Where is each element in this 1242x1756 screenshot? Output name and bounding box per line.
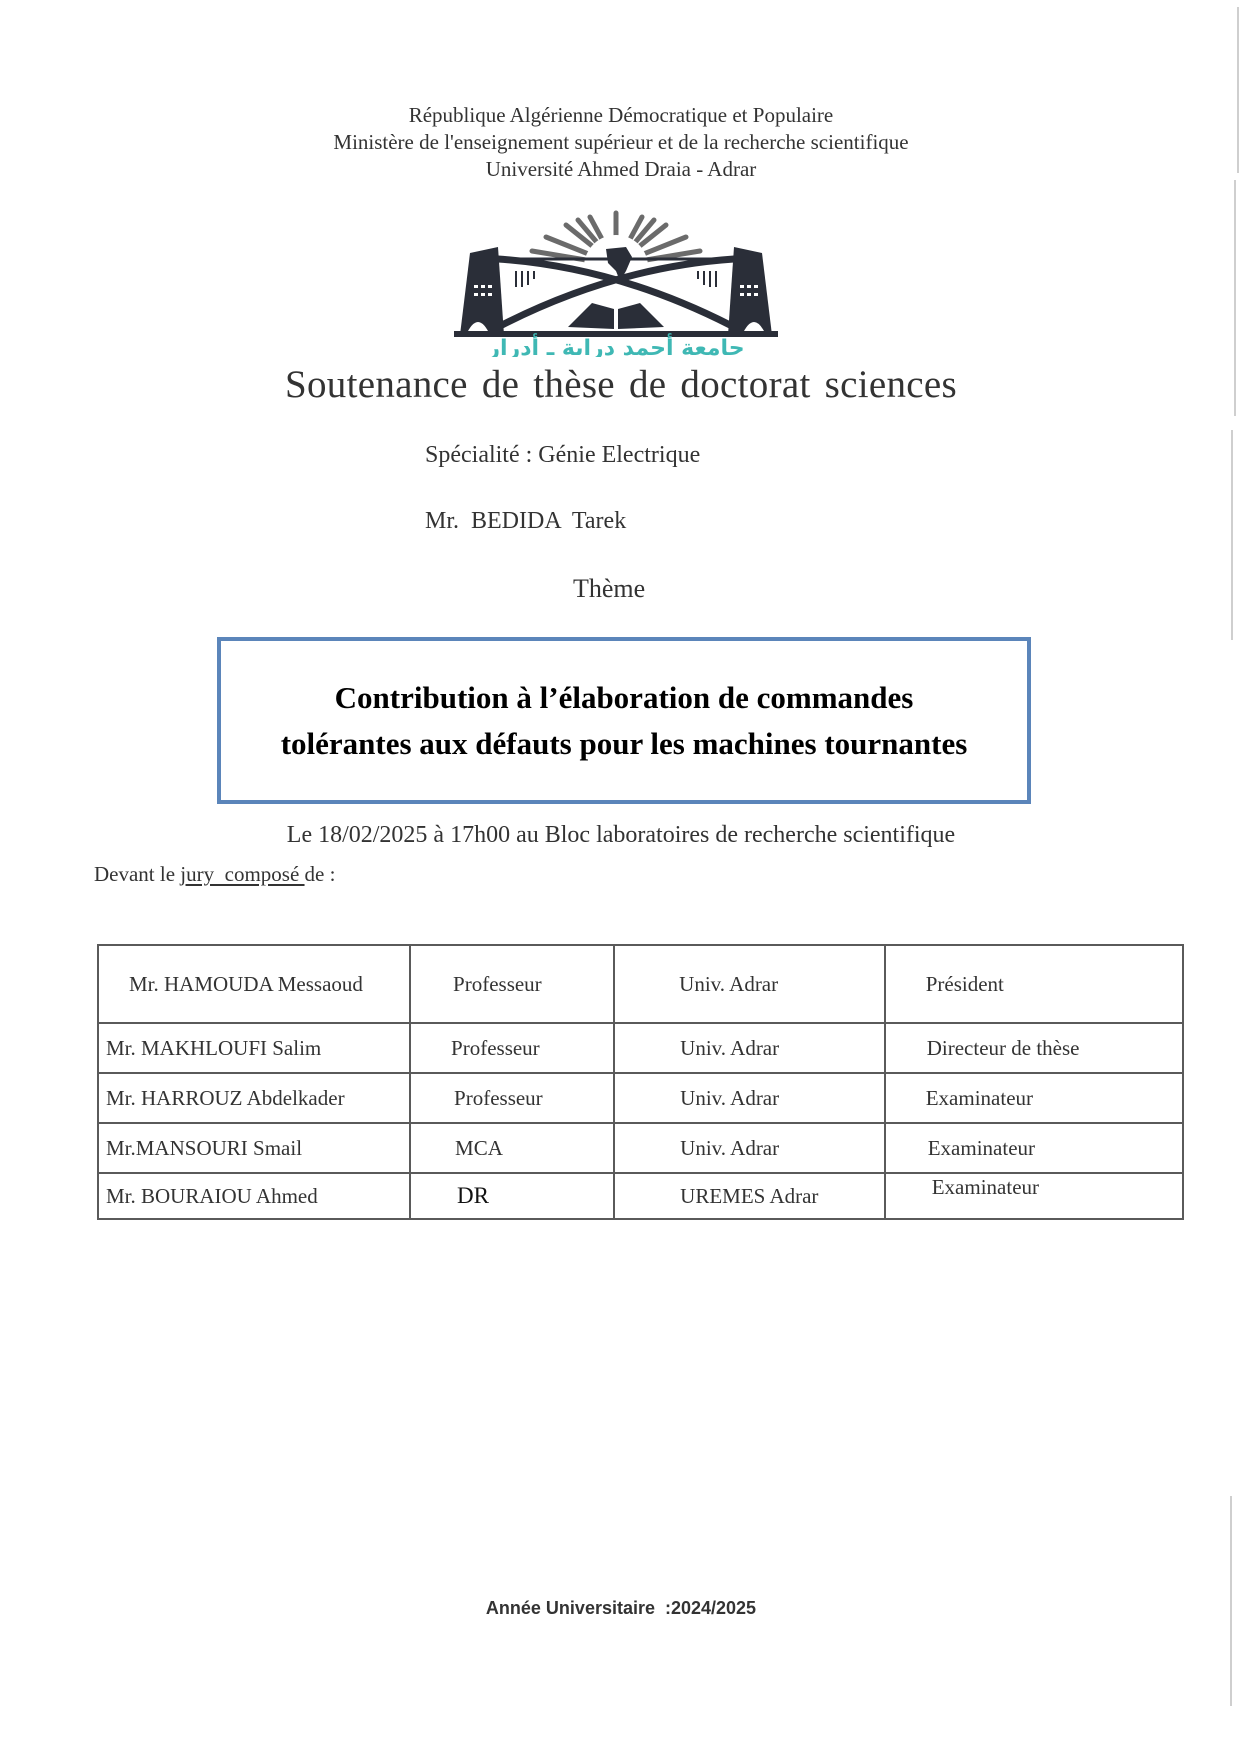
jury-cell-text: UREMES Adrar <box>680 1183 819 1208</box>
jury-cell-text: Président <box>925 971 1004 996</box>
jury-cell-text: Univ. Adrar <box>680 1085 780 1110</box>
table-row <box>98 1173 1183 1219</box>
jury-cell-text: Mr.MANSOURI Smail <box>106 1135 303 1160</box>
jury-grade <box>410 1173 614 1219</box>
jury-role <box>885 945 1183 1023</box>
jury-intro-suffix: de : <box>304 862 336 886</box>
jury-grade <box>410 1073 614 1123</box>
jury-institution <box>614 1023 885 1073</box>
jury-cell-text: Directeur de thèse <box>926 1035 1080 1060</box>
jury-institution <box>614 1173 885 1219</box>
jury-grade <box>410 1023 614 1073</box>
jury-role <box>885 1123 1183 1173</box>
jury-name <box>98 1023 410 1073</box>
header-republic: République Algérienne Démocratique et Populaire <box>408 103 834 127</box>
page-edge-line <box>1231 430 1233 640</box>
jury-table <box>97 944 1184 1220</box>
theme-title-line-2: tolérantes aux défauts pour les machines tournantes <box>280 726 968 761</box>
table-row <box>98 945 1183 1023</box>
academic-year: Année Universitaire :2024/2025 <box>485 1598 757 1618</box>
theme-title-line-1: Contribution à l’élaboration de commandes <box>334 680 914 715</box>
logo-arabic-text: جامعة أحمد دراية ـ أدرار <box>487 336 745 357</box>
theme-box <box>217 637 1031 804</box>
header-ministry: Ministère de l'enseignement supérieur et de la recherche scientifique <box>333 130 909 154</box>
university-logo-icon <box>440 205 792 357</box>
defense-date-location: Le 18/02/2025 à 17h00 au Bloc laboratoires de recherche scientifique <box>286 822 956 848</box>
speciality: Spécialité : Génie Electrique <box>425 442 701 468</box>
jury-cell-text: Professeur <box>454 1085 543 1110</box>
document-title: Soutenance de thèse de doctorat sciences <box>285 363 957 406</box>
jury-institution <box>614 945 885 1023</box>
header-university: Université Ahmed Draia - Adrar <box>485 157 757 181</box>
university-logo-graphic <box>440 205 792 357</box>
jury-name <box>98 1073 410 1123</box>
jury-cell-text: Examinateur <box>931 1175 1040 1199</box>
jury-cell-text: MCA <box>455 1135 503 1160</box>
jury-role <box>885 1173 1183 1219</box>
jury-cell-text: Mr. BOURAIOU Ahmed <box>106 1183 318 1208</box>
jury-name <box>98 1173 410 1219</box>
jury-cell-text: Mr. MAKHLOUFI Salim <box>106 1035 322 1060</box>
candidate-name: Mr. BEDIDA Tarek <box>425 508 627 534</box>
jury-cell-text: Mr. HAMOUDA Messaoud <box>129 971 363 996</box>
jury-grade <box>410 945 614 1023</box>
jury-name <box>98 1123 410 1173</box>
table-row <box>98 1073 1183 1123</box>
jury-cell-text: Univ. Adrar <box>679 971 779 996</box>
jury-cell-text: Mr. HARROUZ Abdelkader <box>106 1085 345 1110</box>
jury-institution <box>614 1073 885 1123</box>
jury-cell-text: Professeur <box>453 971 542 996</box>
jury-cell-text: Univ. Adrar <box>680 1035 780 1060</box>
jury-cell-text: Examinateur <box>927 1135 1036 1160</box>
table-row <box>98 1123 1183 1173</box>
jury-cell-text: Professeur <box>451 1035 540 1060</box>
jury-grade <box>410 1123 614 1173</box>
jury-cell-text: Examinateur <box>925 1085 1034 1110</box>
table-row <box>98 1023 1183 1073</box>
jury-cell-text: DR <box>457 1183 489 1208</box>
jury-intro-prefix: Devant le <box>94 862 181 886</box>
jury-institution <box>614 1123 885 1173</box>
jury-name <box>98 945 410 1023</box>
jury-cell-text: Univ. Adrar <box>680 1135 780 1160</box>
jury-intro <box>94 862 335 887</box>
jury-intro-underlined: jury composé <box>180 862 305 886</box>
jury-role <box>885 1023 1183 1073</box>
theme-label: Thème <box>573 574 646 603</box>
jury-role <box>885 1073 1183 1123</box>
